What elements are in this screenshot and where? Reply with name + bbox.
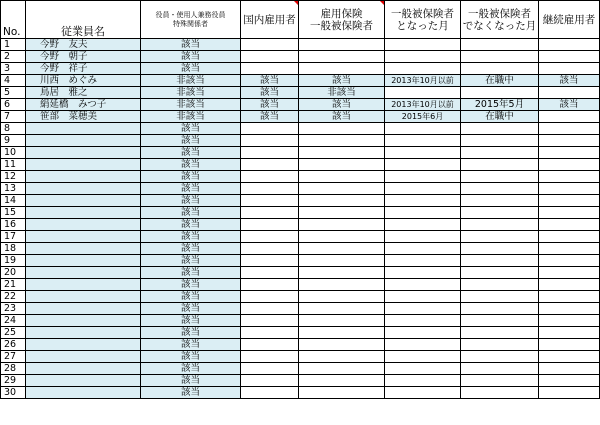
cell-became-insured-month[interactable]: [385, 123, 461, 135]
cell-no[interactable]: 19: [1, 255, 26, 267]
cell-continued-employee[interactable]: [539, 135, 600, 147]
cell-insured[interactable]: [299, 195, 385, 207]
cell-domestic-employee[interactable]: [241, 171, 299, 183]
cell-ceased-insured-month[interactable]: [461, 39, 539, 51]
cell-employee-name[interactable]: [26, 339, 141, 351]
cell-special-relation[interactable]: 該当: [141, 255, 241, 267]
cell-domestic-employee[interactable]: [241, 219, 299, 231]
table-row: [1, 75, 600, 87]
cell-special-relation[interactable]: 該当: [141, 387, 241, 399]
cell-employee-name[interactable]: [26, 363, 141, 375]
cell-continued-employee[interactable]: [539, 231, 600, 243]
cell-special-relation[interactable]: 該当: [141, 351, 241, 363]
cell-ceased-insured-month[interactable]: [461, 135, 539, 147]
cell-special-relation[interactable]: 該当: [141, 147, 241, 159]
table-row: [1, 363, 600, 375]
cell-employee-name[interactable]: [26, 255, 141, 267]
table-row: [1, 171, 600, 183]
header-name[interactable]: [26, 1, 141, 39]
header-special-line1: 役員・使用人兼務役員: [155, 10, 226, 19]
cell-insured[interactable]: [299, 291, 385, 303]
cell-special-relation[interactable]: 該当: [141, 363, 241, 375]
cell-continued-employee[interactable]: [539, 159, 600, 171]
cell-continued-employee[interactable]: [539, 291, 600, 303]
cell-no[interactable]: 3: [1, 63, 26, 75]
cell-continued-employee[interactable]: [539, 123, 600, 135]
cell-employee-name[interactable]: 川西 めぐみ: [26, 75, 141, 87]
cell-continued-employee[interactable]: [539, 327, 600, 339]
cell-domestic-employee[interactable]: [241, 375, 299, 387]
cell-no[interactable]: 20: [1, 267, 26, 279]
cell-domestic-employee[interactable]: [241, 63, 299, 75]
cell-insured[interactable]: [299, 51, 385, 63]
table-body: [1, 39, 600, 399]
cell-employee-name[interactable]: [26, 147, 141, 159]
cell-domestic-employee[interactable]: [241, 327, 299, 339]
cell-special-relation[interactable]: 非該当: [141, 87, 241, 99]
cell-became-insured-month[interactable]: [385, 339, 461, 351]
header-insurance[interactable]: [299, 1, 385, 39]
cell-employee-name[interactable]: [26, 183, 141, 195]
cell-continued-employee[interactable]: [539, 147, 600, 159]
cell-ceased-insured-month[interactable]: [461, 87, 539, 99]
cell-no[interactable]: 28: [1, 363, 26, 375]
cell-became-insured-month[interactable]: [385, 63, 461, 75]
cell-no[interactable]: 21: [1, 279, 26, 291]
cell-insured[interactable]: [299, 183, 385, 195]
cell-continued-employee[interactable]: [539, 363, 600, 375]
cell-no[interactable]: 5: [1, 87, 26, 99]
cell-ceased-insured-month[interactable]: 在職中: [461, 111, 539, 123]
cell-special-relation[interactable]: 該当: [141, 339, 241, 351]
cell-domestic-employee[interactable]: [241, 207, 299, 219]
cell-employee-name[interactable]: [26, 207, 141, 219]
cell-employee-name[interactable]: 今野 友夫: [26, 39, 141, 51]
table-row: [1, 39, 600, 51]
comment-marker-icon: [380, 1, 384, 5]
cell-no[interactable]: 1: [1, 39, 26, 51]
header-ceased-line2: でなくなった月: [462, 19, 537, 32]
cell-became-insured-month[interactable]: [385, 39, 461, 51]
cell-insured[interactable]: [299, 267, 385, 279]
cell-ceased-insured-month[interactable]: [461, 315, 539, 327]
cell-employee-name[interactable]: [26, 159, 141, 171]
cell-employee-name[interactable]: [26, 231, 141, 243]
cell-no[interactable]: 25: [1, 327, 26, 339]
cell-domestic-employee[interactable]: [241, 387, 299, 399]
cell-insured[interactable]: [299, 339, 385, 351]
header-continued-label: 継続雇用者: [542, 13, 596, 26]
cell-became-insured-month[interactable]: 2015年6月: [385, 111, 461, 123]
cell-continued-employee[interactable]: [539, 51, 600, 63]
table-row: [1, 219, 600, 231]
cell-employee-name[interactable]: [26, 243, 141, 255]
cell-domestic-employee[interactable]: [241, 147, 299, 159]
cell-ceased-insured-month[interactable]: [461, 183, 539, 195]
cell-ceased-insured-month[interactable]: [461, 147, 539, 159]
cell-no[interactable]: 17: [1, 231, 26, 243]
header-became-line1: 一般被保険者: [391, 7, 454, 20]
cell-continued-employee[interactable]: [539, 267, 600, 279]
header-no[interactable]: [1, 1, 26, 39]
cell-ceased-insured-month[interactable]: [461, 207, 539, 219]
cell-domestic-employee[interactable]: [241, 195, 299, 207]
cell-became-insured-month[interactable]: [385, 387, 461, 399]
cell-insured[interactable]: 該当: [299, 75, 385, 87]
cell-continued-employee[interactable]: [539, 375, 600, 387]
cell-ceased-insured-month[interactable]: [461, 123, 539, 135]
table-row: [1, 267, 600, 279]
cell-became-insured-month[interactable]: [385, 195, 461, 207]
cell-no[interactable]: 11: [1, 159, 26, 171]
cell-insured[interactable]: [299, 375, 385, 387]
cell-special-relation[interactable]: 該当: [141, 159, 241, 171]
cell-domestic-employee[interactable]: [241, 255, 299, 267]
cell-ceased-insured-month[interactable]: [461, 351, 539, 363]
cell-ceased-insured-month[interactable]: [461, 303, 539, 315]
table-row: [1, 327, 600, 339]
header-ceased[interactable]: [461, 1, 539, 39]
cell-ceased-insured-month[interactable]: [461, 231, 539, 243]
cell-employee-name[interactable]: [26, 135, 141, 147]
cell-insured[interactable]: [299, 135, 385, 147]
cell-insured[interactable]: [299, 231, 385, 243]
cell-domestic-employee[interactable]: 該当: [241, 87, 299, 99]
cell-domestic-employee[interactable]: 該当: [241, 75, 299, 87]
cell-insured[interactable]: [299, 171, 385, 183]
cell-insured[interactable]: [299, 159, 385, 171]
cell-insured[interactable]: [299, 207, 385, 219]
cell-ceased-insured-month[interactable]: [461, 219, 539, 231]
cell-insured[interactable]: [299, 243, 385, 255]
cell-ceased-insured-month[interactable]: [461, 243, 539, 255]
cell-continued-employee[interactable]: 該当: [539, 99, 600, 111]
cell-employee-name[interactable]: [26, 291, 141, 303]
cell-special-relation[interactable]: 該当: [141, 279, 241, 291]
cell-special-relation[interactable]: 非該当: [141, 111, 241, 123]
table-row: [1, 87, 600, 99]
table-row: [1, 351, 600, 363]
cell-special-relation[interactable]: 該当: [141, 183, 241, 195]
cell-special-relation[interactable]: 該当: [141, 327, 241, 339]
cell-employee-name[interactable]: [26, 123, 141, 135]
header-no-label: No.: [3, 26, 21, 38]
table-row: [1, 387, 600, 399]
cell-insured[interactable]: [299, 351, 385, 363]
cell-continued-employee[interactable]: [539, 171, 600, 183]
table-row: [1, 375, 600, 387]
cell-became-insured-month[interactable]: [385, 291, 461, 303]
cell-became-insured-month[interactable]: [385, 255, 461, 267]
cell-became-insured-month[interactable]: [385, 183, 461, 195]
cell-domestic-employee[interactable]: [241, 279, 299, 291]
cell-insured[interactable]: [299, 63, 385, 75]
cell-ceased-insured-month[interactable]: [461, 267, 539, 279]
cell-domestic-employee[interactable]: [241, 123, 299, 135]
cell-no[interactable]: 8: [1, 123, 26, 135]
cell-ceased-insured-month[interactable]: 2015年5月: [461, 99, 539, 111]
cell-continued-employee[interactable]: [539, 315, 600, 327]
cell-became-insured-month[interactable]: [385, 219, 461, 231]
header-ceased-line1: 一般被保険者: [468, 7, 531, 20]
cell-ceased-insured-month[interactable]: [461, 375, 539, 387]
table-row: [1, 147, 600, 159]
cell-continued-employee[interactable]: [539, 351, 600, 363]
cell-ceased-insured-month[interactable]: [461, 291, 539, 303]
cell-employee-name[interactable]: 今野 朝子: [26, 51, 141, 63]
cell-employee-name[interactable]: [26, 327, 141, 339]
cell-insured[interactable]: [299, 387, 385, 399]
cell-special-relation[interactable]: 該当: [141, 63, 241, 75]
cell-no[interactable]: 12: [1, 171, 26, 183]
cell-became-insured-month[interactable]: [385, 207, 461, 219]
table-row: [1, 63, 600, 75]
cell-employee-name[interactable]: [26, 315, 141, 327]
cell-ceased-insured-month[interactable]: [461, 63, 539, 75]
cell-employee-name[interactable]: [26, 279, 141, 291]
table-row: [1, 183, 600, 195]
cell-no[interactable]: 9: [1, 135, 26, 147]
cell-insured[interactable]: [299, 123, 385, 135]
cell-became-insured-month[interactable]: [385, 351, 461, 363]
cell-insured[interactable]: 該当: [299, 99, 385, 111]
cell-ceased-insured-month[interactable]: 在職中: [461, 75, 539, 87]
cell-domestic-employee[interactable]: 該当: [241, 99, 299, 111]
cell-domestic-employee[interactable]: [241, 183, 299, 195]
header-row: [1, 1, 600, 39]
cell-insured[interactable]: [299, 363, 385, 375]
header-special-line2: 特殊関係者: [173, 19, 208, 28]
header-became-line2: となった月: [396, 19, 449, 32]
cell-special-relation[interactable]: 該当: [141, 39, 241, 51]
cell-domestic-employee[interactable]: [241, 231, 299, 243]
cell-special-relation[interactable]: 該当: [141, 267, 241, 279]
table-row: [1, 303, 600, 315]
cell-special-relation[interactable]: 該当: [141, 303, 241, 315]
cell-no[interactable]: 23: [1, 303, 26, 315]
cell-domestic-employee[interactable]: 該当: [241, 111, 299, 123]
header-became[interactable]: [385, 1, 461, 39]
cell-no[interactable]: 15: [1, 207, 26, 219]
cell-ceased-insured-month[interactable]: [461, 195, 539, 207]
cell-no[interactable]: 27: [1, 351, 26, 363]
cell-domestic-employee[interactable]: [241, 51, 299, 63]
cell-special-relation[interactable]: 非該当: [141, 75, 241, 87]
cell-employee-name[interactable]: [26, 171, 141, 183]
cell-continued-employee[interactable]: [539, 87, 600, 99]
table-row: [1, 231, 600, 243]
cell-became-insured-month[interactable]: 2013年10月以前: [385, 75, 461, 87]
cell-became-insured-month[interactable]: [385, 159, 461, 171]
cell-continued-employee[interactable]: [539, 279, 600, 291]
cell-insured[interactable]: [299, 219, 385, 231]
header-special[interactable]: [141, 1, 241, 39]
cell-domestic-employee[interactable]: [241, 291, 299, 303]
cell-continued-employee[interactable]: [539, 303, 600, 315]
cell-ceased-insured-month[interactable]: [461, 255, 539, 267]
cell-insured[interactable]: [299, 147, 385, 159]
cell-employee-name[interactable]: [26, 303, 141, 315]
cell-continued-employee[interactable]: [539, 63, 600, 75]
table-row: [1, 159, 600, 171]
cell-no[interactable]: 22: [1, 291, 26, 303]
cell-special-relation[interactable]: 該当: [141, 123, 241, 135]
cell-no[interactable]: 24: [1, 315, 26, 327]
cell-employee-name[interactable]: [26, 195, 141, 207]
cell-special-relation[interactable]: 該当: [141, 243, 241, 255]
cell-became-insured-month[interactable]: [385, 267, 461, 279]
cell-became-insured-month[interactable]: [385, 171, 461, 183]
cell-insured[interactable]: [299, 39, 385, 51]
table-row: [1, 315, 600, 327]
cell-ceased-insured-month[interactable]: [461, 363, 539, 375]
cell-no[interactable]: 7: [1, 111, 26, 123]
table-row: [1, 207, 600, 219]
cell-became-insured-month[interactable]: 2013年10月以前: [385, 99, 461, 111]
cell-insured[interactable]: [299, 279, 385, 291]
cell-employee-name[interactable]: 笹部 菜穂美: [26, 111, 141, 123]
cell-continued-employee[interactable]: [539, 255, 600, 267]
cell-special-relation[interactable]: 該当: [141, 207, 241, 219]
cell-continued-employee[interactable]: [539, 39, 600, 51]
cell-became-insured-month[interactable]: [385, 303, 461, 315]
table-row: [1, 195, 600, 207]
cell-domestic-employee[interactable]: [241, 303, 299, 315]
cell-special-relation[interactable]: 該当: [141, 231, 241, 243]
cell-employee-name[interactable]: [26, 219, 141, 231]
cell-insured[interactable]: [299, 303, 385, 315]
cell-special-relation[interactable]: 該当: [141, 135, 241, 147]
cell-no[interactable]: 18: [1, 243, 26, 255]
cell-ceased-insured-month[interactable]: [461, 279, 539, 291]
cell-domestic-employee[interactable]: [241, 135, 299, 147]
cell-continued-employee[interactable]: [539, 195, 600, 207]
cell-became-insured-month[interactable]: [385, 135, 461, 147]
cell-became-insured-month[interactable]: [385, 51, 461, 63]
cell-domestic-employee[interactable]: [241, 243, 299, 255]
cell-insured[interactable]: 該当: [299, 111, 385, 123]
cell-no[interactable]: 2: [1, 51, 26, 63]
cell-special-relation[interactable]: 該当: [141, 315, 241, 327]
cell-no[interactable]: 10: [1, 147, 26, 159]
cell-special-relation[interactable]: 該当: [141, 171, 241, 183]
cell-special-relation[interactable]: 該当: [141, 375, 241, 387]
cell-became-insured-month[interactable]: [385, 363, 461, 375]
cell-no[interactable]: 26: [1, 339, 26, 351]
cell-became-insured-month[interactable]: [385, 375, 461, 387]
cell-special-relation[interactable]: 該当: [141, 195, 241, 207]
cell-employee-name[interactable]: 鳥居 雅之: [26, 87, 141, 99]
cell-insured[interactable]: [299, 315, 385, 327]
cell-domestic-employee[interactable]: [241, 39, 299, 51]
table-row: [1, 99, 600, 111]
cell-no[interactable]: 14: [1, 195, 26, 207]
table-row: [1, 135, 600, 147]
header-name-label: 従業員名: [61, 25, 105, 38]
cell-special-relation[interactable]: 該当: [141, 291, 241, 303]
cell-became-insured-month[interactable]: [385, 279, 461, 291]
cell-employee-name[interactable]: [26, 267, 141, 279]
cell-continued-employee[interactable]: [539, 207, 600, 219]
cell-insured[interactable]: [299, 327, 385, 339]
cell-domestic-employee[interactable]: [241, 159, 299, 171]
table-row: [1, 111, 600, 123]
cell-no[interactable]: 30: [1, 387, 26, 399]
table-row: [1, 279, 600, 291]
cell-became-insured-month[interactable]: [385, 327, 461, 339]
table-row: [1, 51, 600, 63]
cell-ceased-insured-month[interactable]: [461, 51, 539, 63]
table-row: [1, 291, 600, 303]
cell-became-insured-month[interactable]: [385, 243, 461, 255]
cell-domestic-employee[interactable]: [241, 363, 299, 375]
cell-employee-name[interactable]: [26, 387, 141, 399]
cell-became-insured-month[interactable]: [385, 147, 461, 159]
cell-became-insured-month[interactable]: [385, 87, 461, 99]
header-continued[interactable]: [539, 1, 600, 39]
cell-special-relation[interactable]: 該当: [141, 219, 241, 231]
table-row: [1, 243, 600, 255]
cell-insured[interactable]: [299, 255, 385, 267]
cell-ceased-insured-month[interactable]: [461, 171, 539, 183]
table-row: [1, 339, 600, 351]
comment-marker-icon: [294, 1, 298, 5]
cell-ceased-insured-month[interactable]: [461, 159, 539, 171]
cell-employee-name[interactable]: 今野 祥子: [26, 63, 141, 75]
cell-domestic-employee[interactable]: [241, 339, 299, 351]
cell-no[interactable]: 29: [1, 375, 26, 387]
cell-employee-name[interactable]: [26, 375, 141, 387]
cell-no[interactable]: 13: [1, 183, 26, 195]
cell-employee-name[interactable]: 絹延橋 みつ子: [26, 99, 141, 111]
header-insurance-line1: 雇用保険: [320, 7, 363, 20]
cell-employee-name[interactable]: [26, 351, 141, 363]
cell-special-relation[interactable]: 非該当: [141, 99, 241, 111]
cell-no[interactable]: 6: [1, 99, 26, 111]
cell-ceased-insured-month[interactable]: [461, 327, 539, 339]
cell-continued-employee[interactable]: [539, 111, 600, 123]
cell-continued-employee[interactable]: 該当: [539, 75, 600, 87]
cell-continued-employee[interactable]: [539, 339, 600, 351]
cell-became-insured-month[interactable]: [385, 315, 461, 327]
cell-continued-employee[interactable]: [539, 243, 600, 255]
cell-domestic-employee[interactable]: [241, 267, 299, 279]
table-row: [1, 123, 600, 135]
cell-domestic-employee[interactable]: [241, 315, 299, 327]
cell-no[interactable]: 16: [1, 219, 26, 231]
cell-ceased-insured-month[interactable]: [461, 339, 539, 351]
cell-special-relation[interactable]: 該当: [141, 51, 241, 63]
header-domestic[interactable]: [241, 1, 299, 39]
header-domestic-label: 国内雇用者: [243, 13, 296, 26]
cell-ceased-insured-month[interactable]: [461, 387, 539, 399]
cell-continued-employee[interactable]: [539, 183, 600, 195]
cell-became-insured-month[interactable]: [385, 231, 461, 243]
table-row: [1, 255, 600, 267]
cell-insured[interactable]: 非該当: [299, 87, 385, 99]
header-insurance-line2: 一般被保険者: [310, 19, 373, 32]
cell-domestic-employee[interactable]: [241, 351, 299, 363]
cell-continued-employee[interactable]: [539, 219, 600, 231]
cell-continued-employee[interactable]: [539, 387, 600, 399]
cell-no[interactable]: 4: [1, 75, 26, 87]
